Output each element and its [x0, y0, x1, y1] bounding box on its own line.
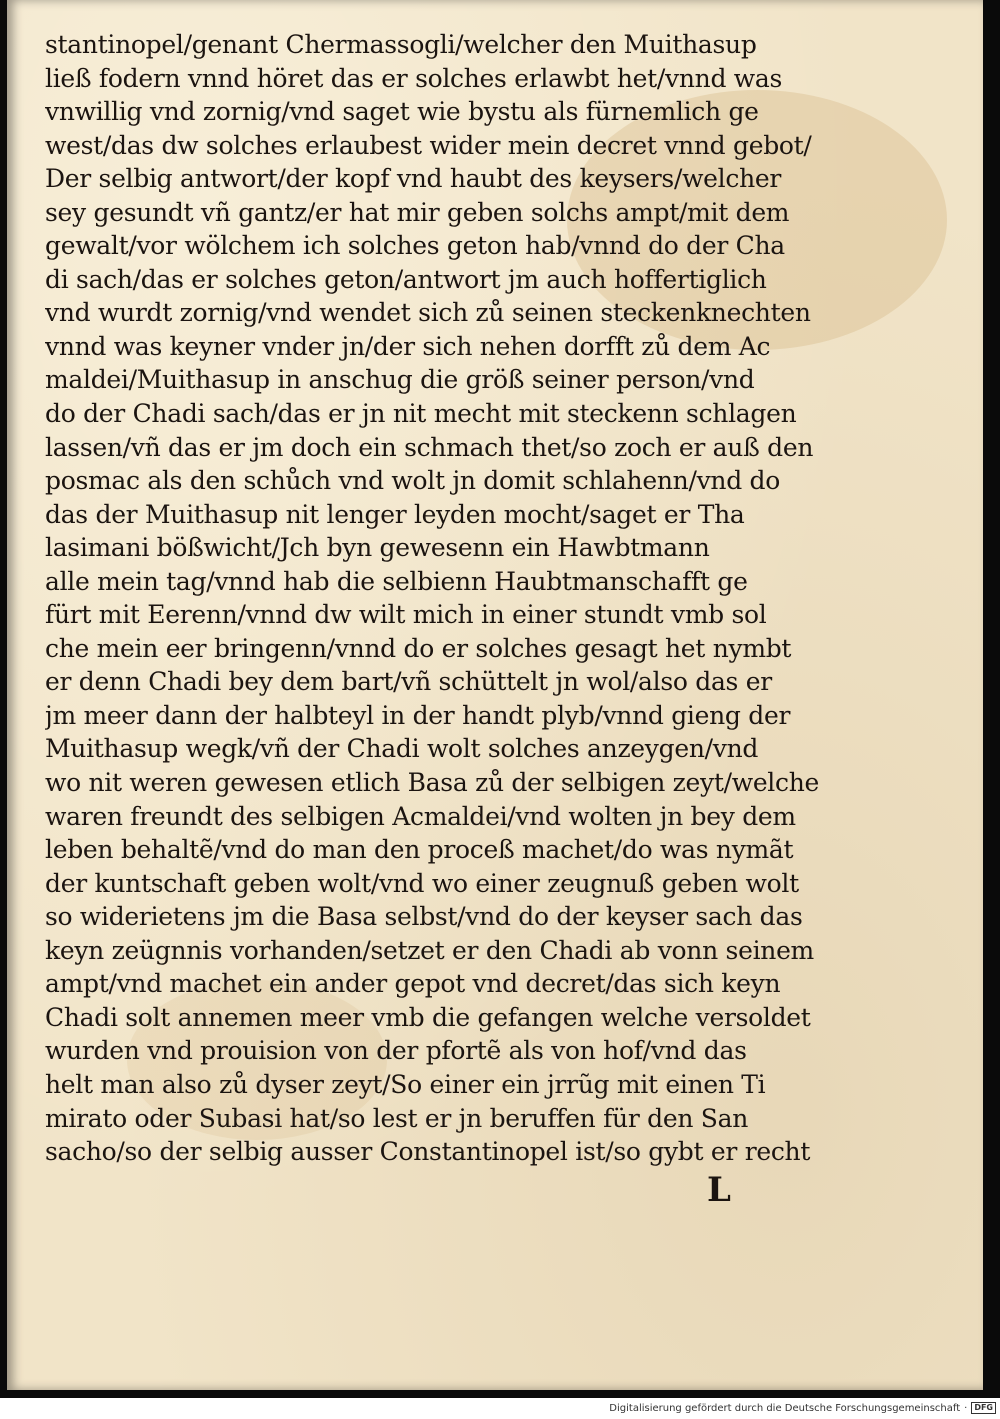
text-line: di sach/das er solches geton/antwort jm auch hoffertiglich	[45, 264, 767, 294]
footer-separator: ·	[964, 1402, 968, 1414]
text-line: che mein eer bringenn/vnnd do er solches gesagt het nymbt	[45, 633, 792, 663]
text-line: leben behaltẽ/vnd do man den proceß machet/do was nymãt	[45, 835, 794, 865]
text-line: do der Chadi sach/das er jn nit mecht mit steckenn schlagen	[45, 399, 797, 429]
text-line: Chadi solt annemen meer vmb die gefangen welche versoldet	[45, 1002, 811, 1032]
text-line: Muithasup wegk/vñ der Chadi wolt solches anzeygen/vnd	[45, 734, 759, 764]
text-line: so widerietens jm die Basa selbst/vnd do der keyser sach das	[45, 902, 803, 932]
text-line: helt man also zů dyser zeyt/So einer ein jrrũg mit einen Ti	[45, 1069, 766, 1099]
text-line: posmac als den schůch vnd wolt jn domit schlahenn/vnd do	[45, 466, 780, 496]
body-text	[45, 28, 845, 1169]
text-line: stantinopel/genant Chermassogli/welcher den Muithasup	[45, 30, 757, 59]
footer	[609, 1399, 996, 1417]
text-line: sey gesundt vñ gantz/er hat mir geben solchs ampt/mit dem	[45, 197, 790, 227]
text-line: er denn Chadi bey dem bart/vñ schüttelt jn wol/also das er	[45, 667, 772, 697]
text-line: das der Muithasup nit lenger leyden mocht/saget er Tha	[45, 499, 745, 529]
footer-credit: Digitalisierung gefördert durch die Deutsche Forschungsgemeinschaft	[609, 1402, 961, 1414]
text-line: keyn zeügnnis vorhanden/setzet er den Chadi ab vonn seinem	[45, 935, 814, 965]
text-line: der kuntschaft geben wolt/vnd wo einer zeugnuß geben wolt	[45, 868, 799, 898]
text-line: gewalt/vor wölchem ich solches geton hab/vnnd do der Cha	[45, 231, 785, 261]
text-line: vnwillig vnd zornig/vnd saget wie bystu als fürnemlich ge	[45, 97, 759, 127]
text-line: mirato oder Subasi hat/so lest er jn beruffen für den San	[45, 1103, 748, 1133]
text-line: jm meer dann der halbteyl in der handt plyb/vnnd gieng der	[45, 700, 791, 730]
dfg-logo-icon: DFG	[971, 1402, 996, 1414]
text-line: alle mein tag/vnnd hab die selbienn Haubtmanschafft ge	[45, 566, 748, 596]
text-line: lassen/vñ das er jm doch ein schmach thet/so zoch er auß den	[45, 432, 814, 462]
signature-mark: L	[707, 1170, 731, 1210]
text-line: wurden vnd prouision von der pfortẽ als von hof/vnd das	[45, 1036, 747, 1066]
book-page	[7, 0, 983, 1390]
text-line: sacho/so der selbig ausser Constantinopel ist/so gybt er recht	[45, 1137, 811, 1167]
text-line: waren freundt des selbigen Acmaldei/vnd wolten jn bey dem	[45, 801, 796, 831]
text-line: vnd wurdt zornig/vnd wendet sich zů seinen steckenknechten	[45, 298, 811, 328]
text-line: ampt/vnd machet ein ander gepot vnd decret/das sich keyn	[45, 969, 781, 999]
text-line: west/das dw solches erlaubest wider mein decret vnnd gebot/	[45, 130, 812, 160]
text-line: fürt mit Eerenn/vnnd dw wilt mich in einer stundt vmb sol	[45, 600, 767, 630]
text-line: wo nit weren gewesen etlich Basa zů der selbigen zeyt/welche	[45, 768, 820, 798]
text-line: Der selbig antwort/der kopf vnd haubt des keysers/welcher	[45, 164, 782, 194]
text-line: maldei/Muithasup in anschug die größ seiner person/vnd	[45, 365, 755, 395]
text-line: vnnd was keyner vnder jn/der sich nehen dorfft zů dem Ac	[45, 331, 771, 361]
text-line: ließ fodern vnnd höret das er solches erlawbt het/vnnd was	[45, 63, 783, 93]
text-line: lasimani bößwicht/Jch byn gewesenn ein Hawbtmann	[45, 533, 710, 563]
